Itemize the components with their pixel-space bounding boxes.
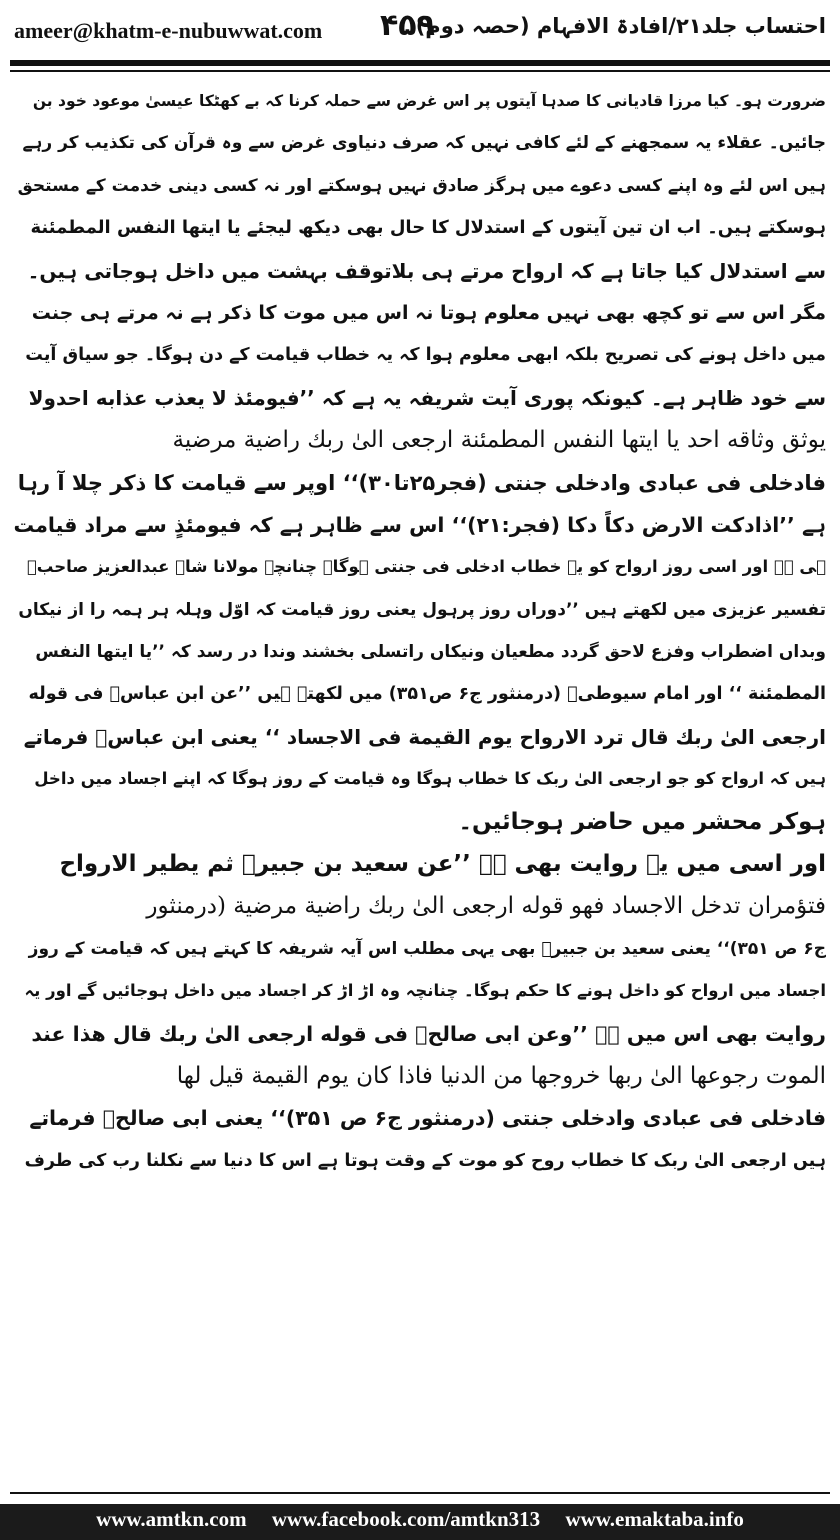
text-line: سے استدلال کیا جاتا ہے کہ ارواح مرتے ہی بلاتوقف بہشت میں داخل ہوجاتی ہیں۔	[27, 258, 826, 283]
text-line: ہیں کہ ارواح کو جو ارجعی الیٰ ربک کا خطاب ہوگا وہ قیامت کے روز ہوگا کہ اپنے اجساد میں داخل	[34, 769, 826, 789]
text-line: ہے ’’اذادكت الارض دكاً دكا (فجر:۲۱)‘‘ اس سے ظاہر ہے کہ فیومئذٍ سے مراد قیامت	[14, 512, 826, 537]
text-line: وبداں اضطراب وفزع لاحق گردد مطعیان ونیکاں راتسلی بخشند وندا در رسد کہ ’’یا ایتها النفس	[35, 642, 826, 663]
text-line: ہوکر محشر میں حاضر ہوجائیں۔	[458, 808, 826, 835]
footer-rule-thin	[10, 1492, 830, 1494]
text-line: ہیں ارجعی الیٰ ربک کا خطاب روح کو موت کے وقت ہوتا ہے اس کا دنیا سے نکلنا رب کی طرف	[24, 1150, 826, 1171]
text-line: اور اسی میں یہ روایت بھی ہے ’’عن سعيد بن جبيرؒ ثم يطير الارواح	[59, 851, 826, 878]
header-rule-thin	[10, 70, 830, 72]
text-line: سے خود ظاہر ہے۔ کیونکہ پوری آیت شریفہ یہ ہے کہ ’’فیومئذ لا یعذب عذابه احدولا	[28, 385, 826, 410]
text-line: میں داخل ہونے کی تصریح بلکہ ابھی معلوم ہوا کہ یہ خطاب قیامت کے دن ہوگا۔ جو سیاق آیت	[25, 345, 826, 366]
footer-link-emaktaba[interactable]: www.emaktaba.info	[565, 1507, 744, 1531]
footer-link-amtkn[interactable]: www.amtkn.com	[96, 1507, 247, 1531]
text-line: ہیں اس لئے وہ اپنے کسی دعوے میں ہرگز صادق نہیں ہوسکتے اور نہ کسی دینی خدمت کے مستحق	[17, 175, 826, 196]
hadith-line: الموت رجوعها الیٰ ربها خروجها من الدنيا فاذا كان يوم القيمة قيل لها	[176, 1062, 826, 1089]
footer-links	[0, 1507, 840, 1532]
text-line: ج۶ ص ۳۵۱)‘‘ یعنی سعید بن جبیرؒ بھی یہی مطلب اس آیہ شریفہ کا کہتے ہیں کہ قیامت کے روز	[28, 938, 826, 959]
quran-line: یوثق وثاقه احد یا ایتها النفس المطمئنة ارجعی الیٰ ربك راضية مرضية	[172, 427, 826, 454]
text-line: فادخلی فی عبادی وادخلی جنتی (فجر۲۵تا۳۰)‘‘ اوپر سے قیامت کا ذکر چلا آ رہا	[17, 470, 826, 495]
text-line: المطمئنة ‘‘ اور امام سیوطیؒ (درمنثور ج۶ ص۳۵۱) میں لکھتے ہیں ’’عن ابن عباسؓ فی قوله	[28, 684, 826, 705]
page-number: ۴۵۹	[380, 8, 435, 43]
hadith-line: فتؤمران تدخل الاجساد فهو قوله ارجعی الیٰ ربك راضية مرضية (درمنثور	[146, 893, 826, 920]
text-line: ضرورت ہو۔ کیا مرزا قادیانی کا صدہا آیتوں پر اس غرض سے حملہ کرنا کہ بے کھٹکا عیسیٰ موعود خود بن	[32, 92, 826, 110]
header-rule-thick	[10, 60, 830, 66]
text-line: روایت بھی اس میں ہے ’’وعن ابی صالحؒ فی قوله ارجعی الیٰ ربك قال هذا عند	[31, 1021, 826, 1046]
email-address[interactable]: ameer@khatm-e-nubuwwat.com	[14, 18, 323, 43]
book-title: احتساب جلد۲۱/افادۃ الافہام (حصہ دوم)	[415, 14, 826, 38]
text-line: ہوسکتے ہیں۔ اب ان تین آیتوں کے استدلال کا حال بھی دیکھ لیجئے یا ایتھا النفس المطمئنة	[30, 217, 826, 239]
footer-link-facebook[interactable]: www.facebook.com/amtkn313	[271, 1507, 541, 1531]
text-line: تفسیر عزیزی میں لکھتے ہیں ’’دوراں روز پرہول یعنی روز قیامت کہ اوّل وہلہ ہر ہمہ را از نیکاں	[18, 599, 826, 620]
page-body	[14, 80, 826, 1460]
text-line: اجساد میں ارواح کو داخل ہونے کا حکم ہوگا۔ چنانچہ وہ اڑ اڑ کر اجساد میں داخل ہوجائیں گے اور یہ	[24, 981, 826, 1001]
text-line: مگر اس سے تو کچھ بھی نہیں معلوم ہوتا نہ اس میں موت کا ذکر ہے نہ مرتے ہی جنت	[31, 301, 826, 324]
text-line: ارجعی الیٰ ربك قال ترد الارواح یوم القيمة فی الاجساد ‘‘ یعنی ابن عباسؓ فرماتے	[23, 724, 826, 749]
page-header	[0, 0, 840, 62]
text-line: ہی ہے اور اسی روز ارواح کو یہ خطاب ادخلی فی جنتی ہوگا۔ چنانچہ مولانا شاہ عبدالعزیز صاحبؒ	[26, 557, 826, 577]
text-line: فادخلی فی عبادی وادخلی جنتی (درمنثور ج۶ ص ۳۵۱)‘‘ یعنی ابی صالحؒ فرماتے	[29, 1106, 826, 1131]
text-line: جائیں۔ عقلاء یہ سمجھنے کے لئے کافی نہیں کہ صرف دنیاوی غرض سے وہ قرآن کی تکذیب کر رہے	[22, 133, 826, 154]
